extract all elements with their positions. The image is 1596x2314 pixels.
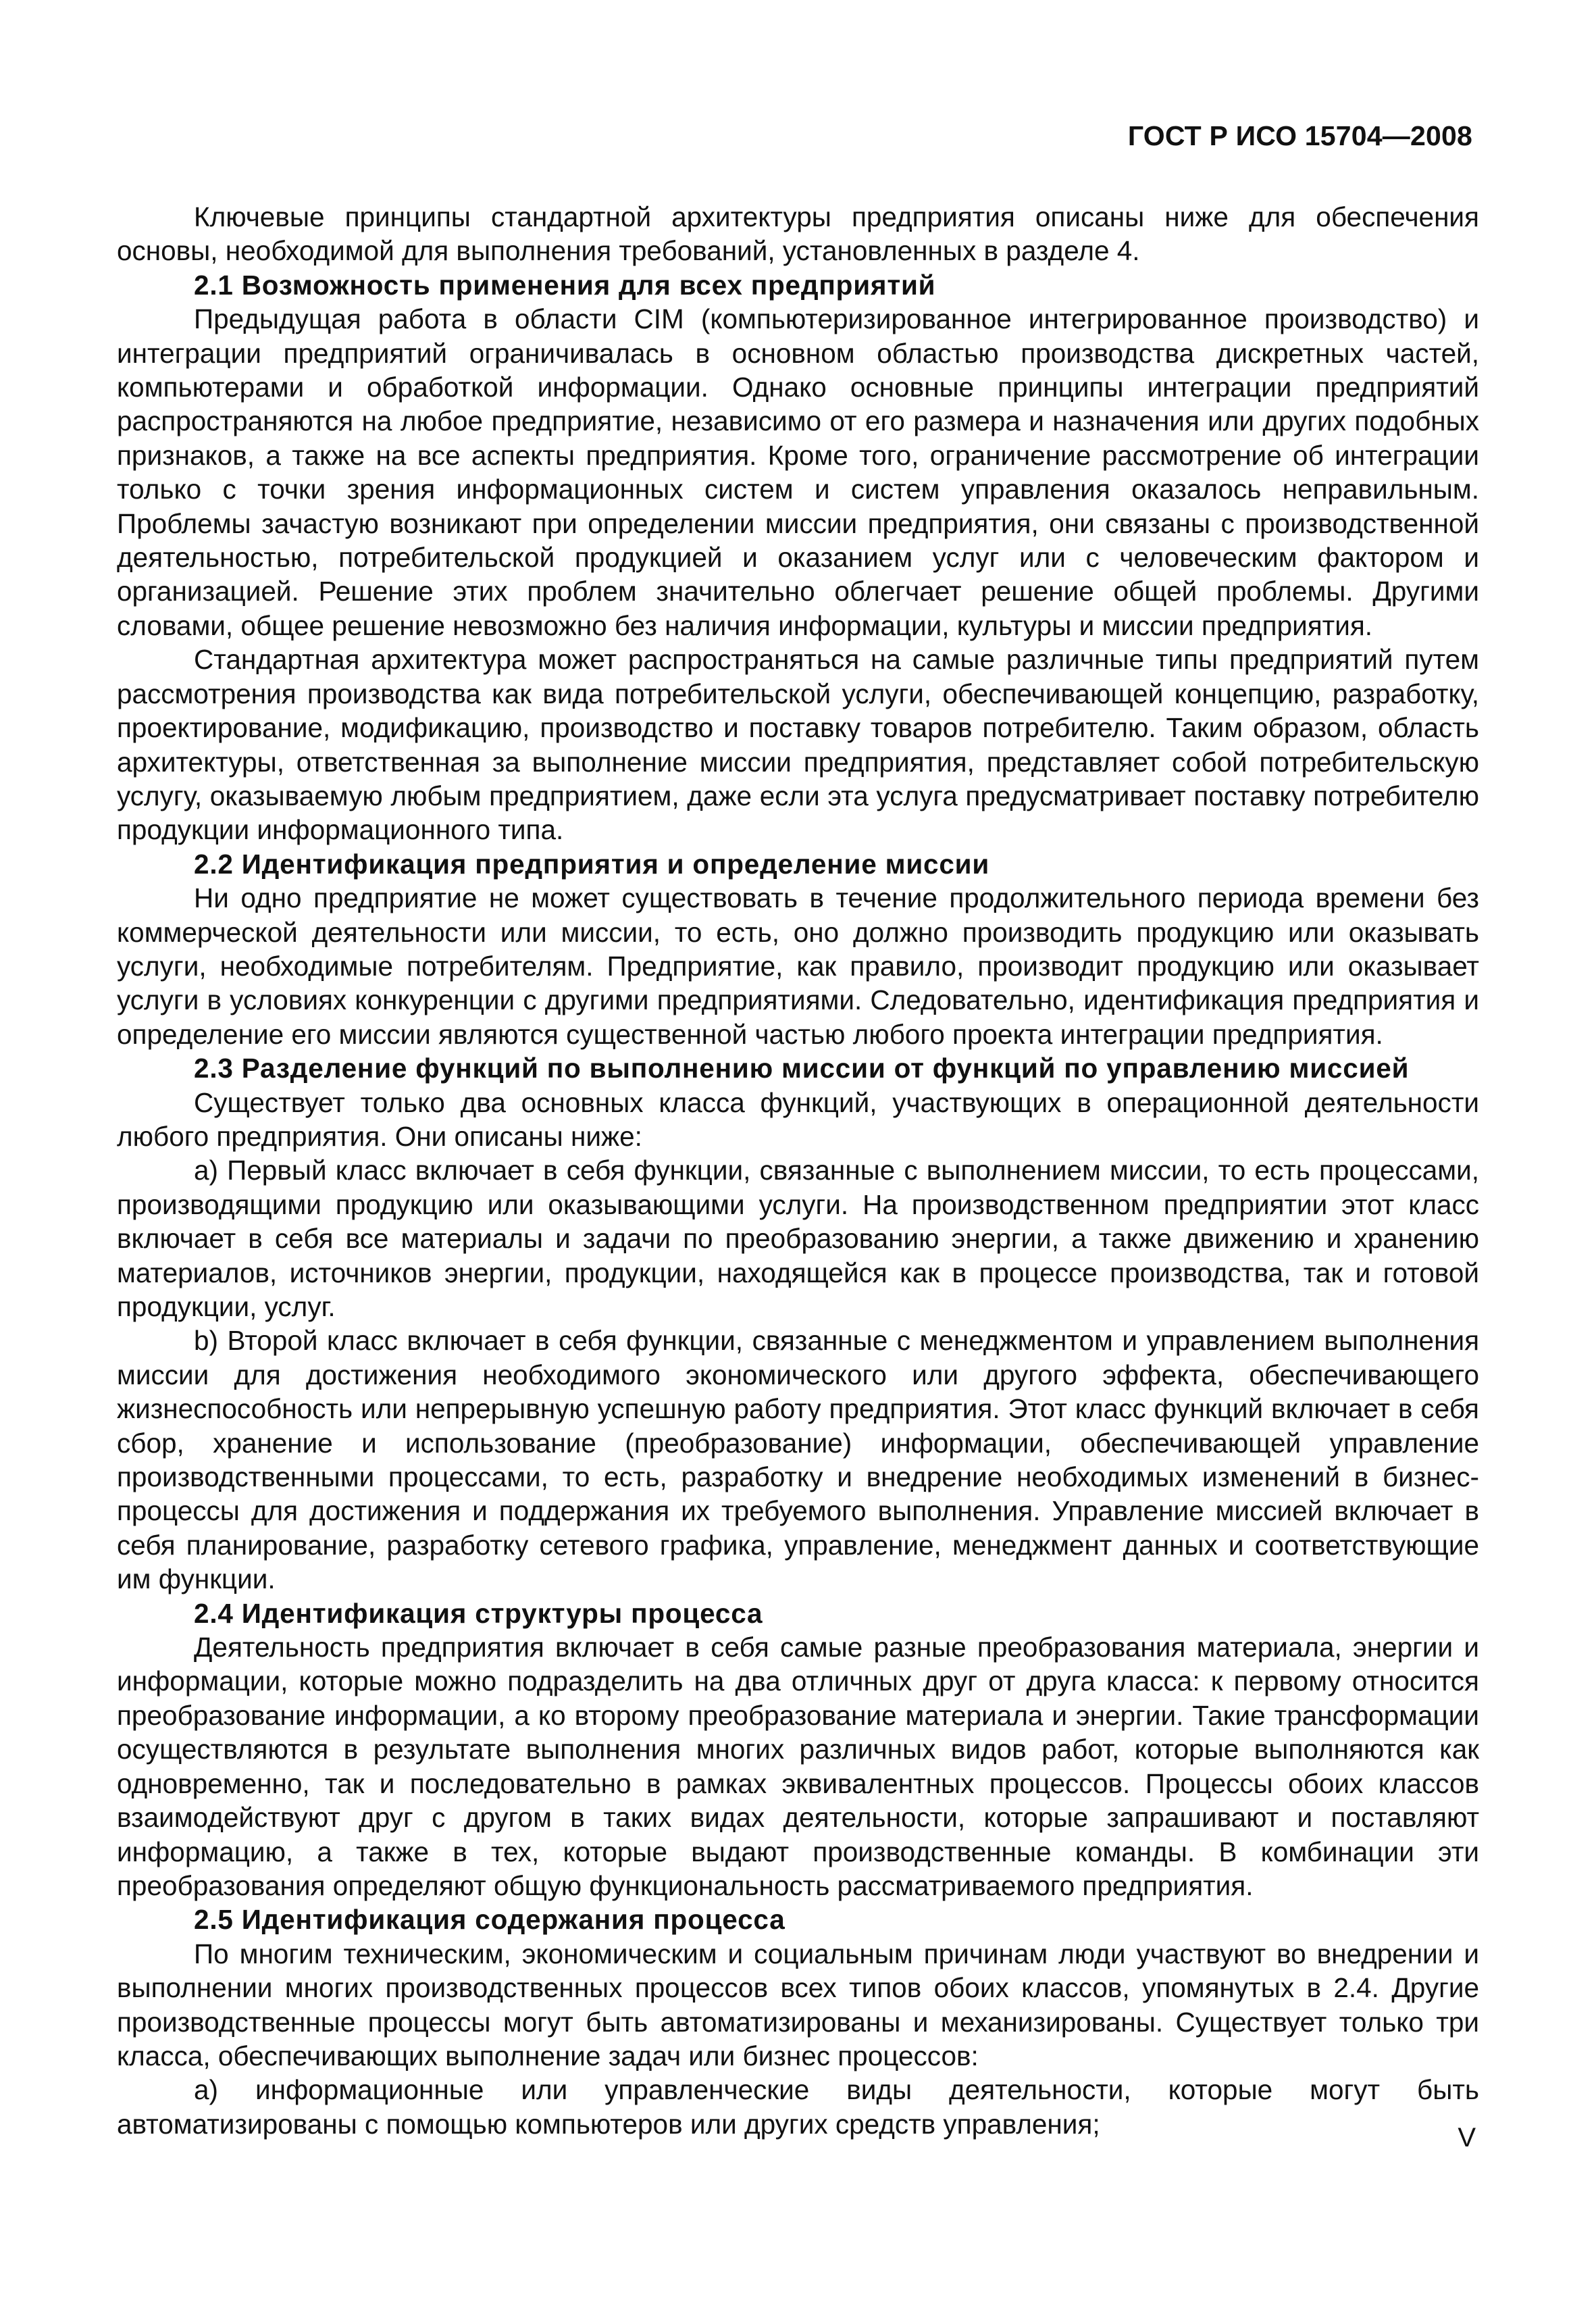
section-2-2-paragraph-1: Ни одно предприятие не может существовать в течение продолжительного периода времени без коммерческой деятельности или миссии, то есть, оно должно производить продукцию или оказывать услуги, необходимые потребителям. Предприятие, как правило, производит продукцию или оказывает услуги в условиях конкуренции с другими предприятиями. Следовательно, идентификация предприятия и определение его миссии являются существенной частью любого проекта интеграции предприятия. xyxy=(117,882,1479,1050)
section-2-3-item-b: b) Второй класс включает в себя функции, связанные с менеджментом и управлением выполнения миссии для достижения необходимого экономического или другого эффекта, обеспечивающего жизнеспособность или непрерывную успешную работу предприятия. Этот класс функций включает в себя сбор, хранение и использование (преобразование) информации, обеспечивающей управление производственными процессами, то есть, разработку и внедрение необходимых изменений в бизнес-процессы для достижения и поддержания их требуемого выполнения. Управление миссией включает в себя планирование, разработку сетевого графика, управление, менеджмент данных и соответствующие им функции. xyxy=(117,1325,1479,1595)
section-2-2-heading: 2.2 Идентификация предприятия и определение миссии xyxy=(194,848,990,880)
intro-paragraph: Ключевые принципы стандартной архитектуры предприятия описаны ниже для обеспечения основы, необходимой для выполнения требований, установленных в разделе 4. xyxy=(117,201,1479,267)
section-2-1-paragraph-1: Предыдущая работа в области CIM (компьютеризированное интегрированное производство) и интеграции предприятий ограничивалась в основном областью производства дискретных частей, компьютерами и обработкой информации. Однако основные принципы интеграции предприятий распространяются на любое предприятие, независимо от его размера и назначения или других подобных признаков, а также на все аспекты предприятия. Кроме того, ограничение рассмотрение об интеграции только с точки зрения информационных систем и систем управления оказалось неправильным. Проблемы зачастую возникают при определении миссии предприятия, они связаны с производственной деятельностью, потребительской продукцией и оказанием услуг или с человеческим фактором и организацией. Решение этих проблем значительно облегчает решение общей проблемы. Другими словами, общее решение невозможно без наличия информации, культуры и миссии предприятия. xyxy=(117,303,1479,641)
section-2-4-heading: 2.4 Идентификация структуры процесса xyxy=(194,1597,763,1629)
section-2-4-paragraph-1: Деятельность предприятия включает в себя самые разные преобразования материала, энергии и информации, которые можно подразделить на два отличных друг от друга класса: к первому относится преобразование информации, а ко второму преобразование материала и энергии. Такие трансформации осуществляются в результате выполнения многих различных видов работ, которые выполняются как одновременно, так и последовательно в рамках эквивалентных процессов. Процессы обоих классов взаимодействуют друг с другом в таких видах деятельности, которые запрашивают и поставляют информацию, а также в тех, которые выдают производственные команды. В комбинации эти преобразования определяют общую функциональность рассматриваемого предприятия. xyxy=(117,1632,1479,1901)
section-2-1-heading: 2.1 Возможность применения для всех предприятий xyxy=(194,269,936,301)
section-2-5-paragraph-1: По многим техническим, экономическим и социальным причинам люди участвуют во внедрении и выполнении многих производственных процессов всех типов обоих классов, упомянутых в 2.4. Другие производственные процессы могут быть автоматизированы и механизированы. Существует только три класса, обеспечивающих выполнение задач или бизнес процессов: xyxy=(117,1938,1479,2071)
section-2-3-paragraph-1: Существует только два основных класса функций, участвующих в операционной деятельности любого предприятия. Они описаны ниже: xyxy=(117,1086,1479,1152)
section-2-3-heading: 2.3 Разделение функций по выполнению миссии от функций по управлению миссией xyxy=(194,1053,1410,1084)
section-2-5-heading: 2.5 Идентификация содержания процесса xyxy=(194,1904,786,1936)
page-number: V xyxy=(1458,2123,1476,2153)
document-header: ГОСТ Р ИСО 15704—2008 xyxy=(1127,120,1472,151)
section-2-3-item-a: a) Первый класс включает в себя функции, связанные с выполнением миссии, то есть процессами, производящими продукцию или оказывающими услуги. На производственном предприятии этот класс включает в себя все материалы и задачи по преобразованию энергии, а также движению и хранению материалов, источников энергии, продукции, находящейся как в процессе производства, так и готовой продукции, услуг. xyxy=(117,1155,1479,1322)
section-2-5-item-a: a) информационные или управленческие виды деятельности, которые могут быть автоматизированы с помощью компьютеров или других средств управления; xyxy=(117,2074,1479,2140)
document-body xyxy=(117,200,1479,2141)
section-2-1-paragraph-2: Стандартная архитектура может распространяться на самые различные типы предприятий путем рассмотрения производства как вида потребительской услуги, обеспечивающей концепцию, разработку, проектирование, модификацию, производство и поставку товаров потребителю. Таким образом, область архитектуры, ответственная за выполнение миссии предприятия, представляет собой потребительскую услугу, оказываемую любым предприятием, даже если эта услуга предусматривает поставку потребителю продукции информационного типа. xyxy=(117,644,1479,846)
